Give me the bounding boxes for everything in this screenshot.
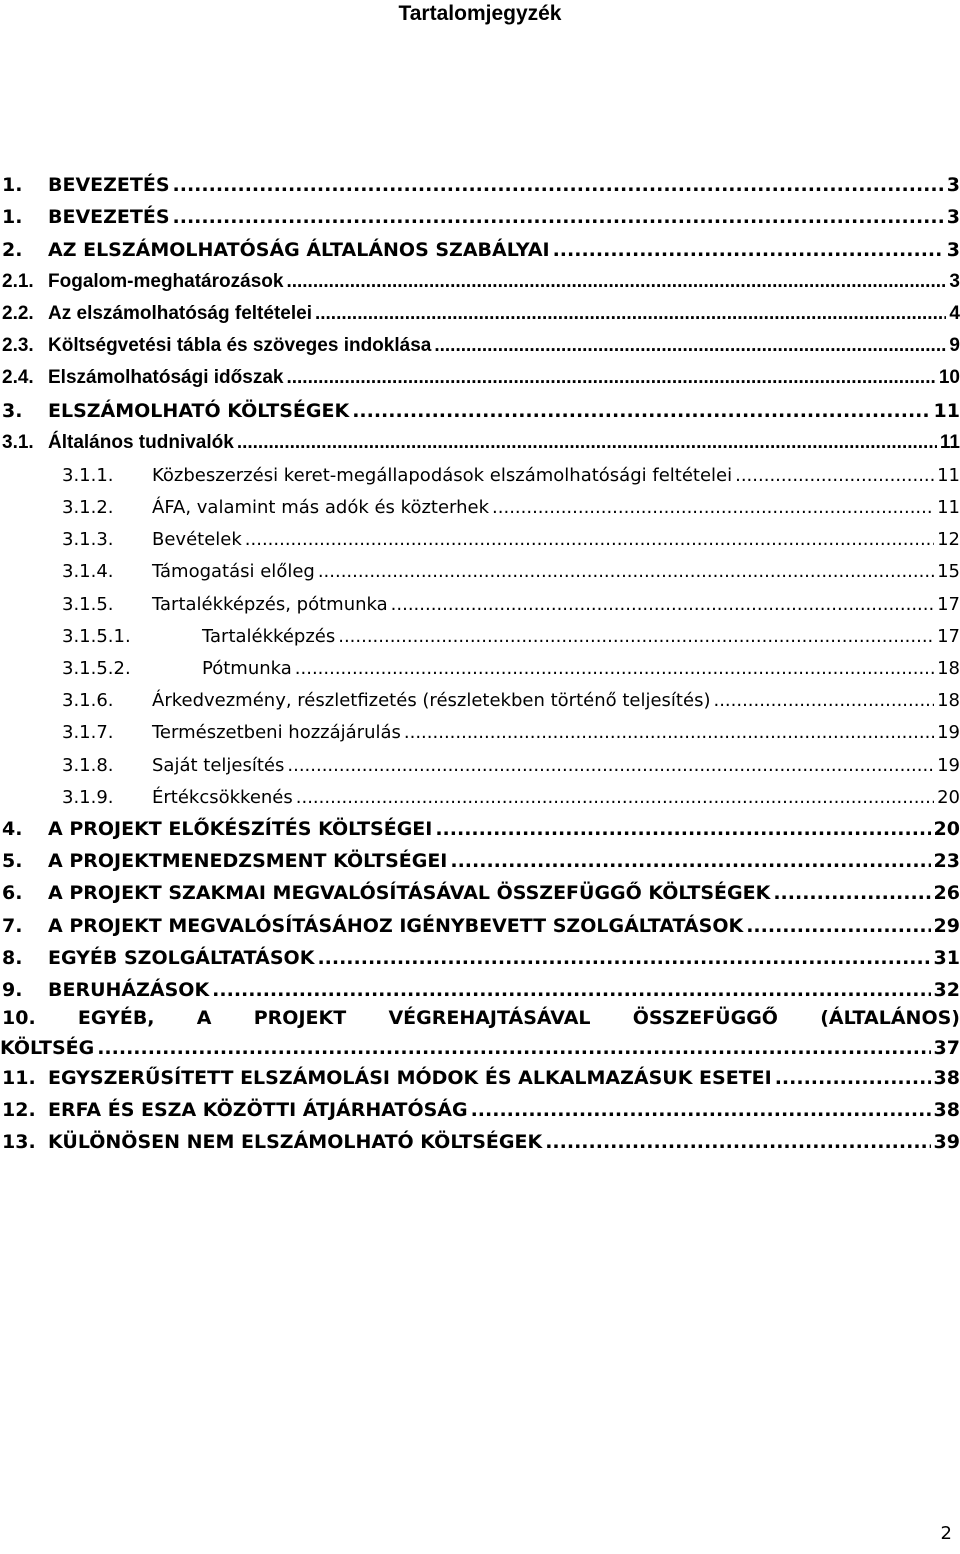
dot-leader: [545, 1131, 930, 1153]
toc-entry[interactable]: [0, 1007, 960, 1063]
toc-entry-title-word: ÖSSZEFÜGGŐ: [632, 1006, 778, 1029]
toc-entry-title: Bevételek: [152, 529, 242, 551]
dot-leader: [318, 561, 934, 582]
dot-leader: [391, 594, 934, 615]
toc-entry-number: 3.: [2, 399, 23, 422]
toc-entry-title: A PROJEKT ELŐKÉSZÍTÉS KÖLTSÉGEI: [48, 817, 433, 840]
toc-entry[interactable]: [0, 685, 960, 717]
dot-leader: [450, 850, 930, 872]
dot-leader: [296, 787, 934, 808]
toc-entry[interactable]: [0, 717, 960, 749]
toc-entry[interactable]: [0, 749, 960, 781]
toc-entry[interactable]: [0, 1127, 960, 1159]
toc-entry[interactable]: [0, 975, 960, 1007]
dot-leader: [287, 755, 934, 776]
toc-entry[interactable]: [0, 1063, 960, 1095]
toc-entry-number: 1.: [2, 206, 23, 229]
dot-leader: [746, 915, 930, 937]
toc-entry-page: 11: [933, 399, 960, 422]
toc-entry-title: A PROJEKT MEGVALÓSÍTÁSÁHOZ IGÉNYBEVETT SZOLGÁLTATÁSOK: [48, 914, 744, 937]
toc-entry-title: Értékcsökkenés: [152, 786, 293, 808]
toc-entry-page: 39: [933, 1131, 960, 1154]
toc-entry[interactable]: [0, 428, 960, 460]
toc-entry-number: 11.: [2, 1067, 36, 1090]
toc-entry-number: 3.1.3.: [62, 529, 114, 551]
toc-entry-title: Pótmunka: [202, 658, 292, 679]
toc-entry-page: 3: [949, 270, 960, 292]
toc-entry-number: 3.1.2.: [62, 497, 114, 519]
toc-entry-page: 3: [946, 206, 960, 229]
toc-entry[interactable]: [0, 299, 960, 331]
toc-entry-number: 2.: [2, 238, 23, 261]
toc-entry-number: 2.4.: [2, 367, 34, 389]
toc-entry-page: 10: [938, 367, 960, 389]
toc-entry-title-word: PROJEKT: [253, 1006, 347, 1029]
toc-entry-title: Természetbeni hozzájárulás: [152, 722, 401, 744]
toc-entry-page: 37: [933, 1036, 960, 1059]
toc-entry-number: 3.1.: [2, 431, 34, 453]
toc-entry-title: Költségvetési tábla és szöveges indoklása: [48, 335, 432, 357]
toc-entry-page: 32: [933, 978, 960, 1001]
toc-entry-number: 3.1.9.: [62, 786, 114, 808]
toc-entry-page: 3: [946, 238, 960, 261]
toc-entry-page: 38: [933, 1099, 960, 1122]
toc-entry[interactable]: [0, 395, 960, 427]
toc-entry-number: 2.1.: [2, 270, 34, 292]
toc-entry-page: 18: [937, 690, 960, 712]
toc-entry[interactable]: [0, 943, 960, 975]
dot-leader: [173, 174, 944, 196]
toc-entry-title: KÖLTSÉG: [0, 1036, 95, 1059]
toc-entry-title: BEVEZETÉS: [48, 174, 170, 197]
toc-entry-title: Tartalékképzés, pótmunka: [152, 593, 388, 615]
toc-entry-title: Saját teljesítés: [152, 754, 285, 776]
toc-entry-page: 17: [937, 593, 960, 615]
toc-entry-page: 11: [937, 464, 960, 486]
toc-entry[interactable]: [0, 331, 960, 363]
dot-leader: [286, 271, 946, 293]
page-title: Tartalomjegyzék: [398, 2, 562, 25]
toc-entry-page: 15: [937, 561, 960, 583]
toc-entry-number: 5.: [2, 850, 23, 873]
toc-entry-title: AZ ELSZÁMOLHATÓSÁG ÁLTALÁNOS SZABÁLYAI: [48, 238, 550, 261]
toc-entry-page: 18: [937, 658, 960, 679]
dot-leader: [286, 367, 935, 389]
toc-entry-number: 3.1.7.: [62, 722, 114, 744]
toc-entry-title: Az elszámolhatóság feltételei: [48, 302, 312, 324]
dot-leader: [471, 1099, 931, 1121]
toc-entry[interactable]: [0, 814, 960, 846]
toc-entry-number: 1.: [2, 174, 23, 197]
toc-entry-title-word: VÉGREHAJTÁSÁVAL: [388, 1006, 591, 1029]
toc-entry-number: 12.: [2, 1099, 36, 1122]
toc-entry-page: 4: [949, 302, 960, 324]
toc-entry-title: Támogatási előleg: [152, 561, 315, 583]
toc-entry-number: 6.: [2, 882, 23, 905]
toc-entry-number: 3.1.8.: [62, 754, 114, 776]
toc-entry-title: Elszámolhatósági időszak: [48, 367, 284, 389]
toc-entry-number: 2.2.: [2, 302, 34, 324]
toc-entry-page: 9: [949, 335, 960, 357]
toc-entry[interactable]: [0, 846, 960, 878]
toc-entry[interactable]: [0, 621, 960, 653]
toc-entry-number: 7.: [2, 914, 23, 937]
toc-entry[interactable]: [0, 556, 960, 588]
dot-leader: [173, 206, 944, 228]
dot-leader: [492, 497, 934, 518]
toc-entry-page: 11: [939, 431, 960, 453]
toc-entry-page: 19: [937, 722, 960, 744]
dot-leader: [773, 882, 930, 904]
toc-entry-title: A PROJEKTMENEDZSMENT KÖLTSÉGEI: [48, 850, 448, 873]
dot-leader: [352, 400, 930, 422]
toc-entry[interactable]: [0, 170, 960, 202]
toc-entry-title: Árkedvezmény, részletfizetés (részletekben történő teljesítés): [152, 690, 711, 712]
toc-entry-title-word: A: [196, 1006, 212, 1029]
toc-entry-title-word: (ÁLTALÁNOS): [820, 1006, 960, 1029]
toc-entry-title: ÁFA, valamint más adók és közterhek: [152, 497, 490, 519]
toc-entry-title: ELSZÁMOLHATÓ KÖLTSÉGEK: [48, 399, 350, 422]
toc-entry[interactable]: [0, 460, 960, 492]
toc-entry-page: 29: [933, 914, 960, 937]
toc-entry-page: 17: [937, 625, 960, 647]
dot-leader: [317, 947, 930, 969]
toc-entry-title: Általános tudnivalók: [48, 431, 234, 453]
toc-entry-page: 12: [937, 529, 960, 551]
dot-leader: [245, 529, 934, 550]
toc-entry[interactable]: [0, 910, 960, 942]
toc-entry[interactable]: [0, 267, 960, 299]
toc-entry[interactable]: [0, 653, 960, 685]
toc-entry[interactable]: [0, 782, 960, 814]
dot-leader: [315, 303, 946, 325]
dot-leader: [295, 658, 934, 679]
toc-entry-number: 3.1.5.: [62, 593, 114, 615]
toc-entry-number: 10.: [2, 1006, 36, 1029]
dot-leader: [435, 818, 930, 840]
toc-entry-title: ERFA ÉS ESZA KÖZÖTTI ÁTJÁRHATÓSÁG: [48, 1099, 468, 1122]
dot-leader: [434, 335, 946, 357]
toc-entry-title: EGYSZERŰSÍTETT ELSZÁMOLÁSI MÓDOK ÉS ALKALMAZÁSUK ESETEI: [48, 1067, 772, 1090]
toc-entry-page: 38: [933, 1067, 960, 1090]
toc-entry-title: EGYÉB SZOLGÁLTATÁSOK: [48, 946, 315, 969]
dot-leader: [775, 1067, 931, 1089]
page-number: 2: [940, 1523, 952, 1544]
toc-entry[interactable]: [0, 878, 960, 910]
toc-entry-number: 8.: [2, 946, 23, 969]
dot-leader: [237, 432, 937, 454]
toc-entry-title: KÜLÖNÖSEN NEM ELSZÁMOLHATÓ KÖLTSÉGEK: [48, 1131, 543, 1154]
toc-entry[interactable]: [0, 202, 960, 234]
toc-entry-page: 26: [933, 882, 960, 905]
toc-entry-page: 31: [933, 946, 960, 969]
dot-leader: [713, 690, 934, 711]
dot-leader: [404, 722, 934, 743]
toc-entry-title: Tartalékképzés: [202, 625, 336, 647]
toc-entry-number: 3.1.6.: [62, 690, 114, 712]
toc-entry[interactable]: [0, 588, 960, 620]
toc-entry-number: 3.1.1.: [62, 464, 114, 486]
toc-entry-number: 4.: [2, 817, 23, 840]
toc-entry-title-word: EGYÉB,: [77, 1006, 155, 1029]
toc-entry-number: 13.: [2, 1131, 36, 1154]
toc-entry[interactable]: [0, 234, 960, 266]
toc-entry-title: BEVEZETÉS: [48, 206, 170, 229]
toc-entry-page: 19: [937, 754, 960, 776]
table-of-contents: [0, 170, 960, 1159]
toc-entry-page: 23: [933, 850, 960, 873]
toc-entry-title: Fogalom-meghatározások: [48, 270, 284, 292]
toc-entry-page: 20: [933, 817, 960, 840]
toc-entry-page: 20: [937, 786, 960, 808]
toc-entry-number: 3.1.4.: [62, 561, 114, 583]
toc-entry-title: A PROJEKT SZAKMAI MEGVALÓSÍTÁSÁVAL ÖSSZEFÜGGŐ KÖLTSÉGEK: [48, 882, 771, 905]
dot-leader: [553, 239, 944, 261]
dot-leader: [338, 626, 934, 647]
dot-leader: [97, 1037, 930, 1059]
toc-entry-number: 9.: [2, 978, 23, 1001]
dot-leader: [735, 465, 934, 486]
toc-entry-page: 11: [937, 497, 960, 519]
toc-entry[interactable]: [0, 363, 960, 395]
toc-entry-page: 3: [946, 174, 960, 197]
toc-entry-number: 3.1.5.1.: [62, 625, 131, 647]
toc-entry-number: 3.1.5.2.: [62, 658, 131, 679]
toc-entry-number: 2.3.: [2, 335, 34, 357]
toc-entry-title: BERUHÁZÁSOK: [48, 978, 210, 1001]
toc-entry[interactable]: [0, 492, 960, 524]
toc-entry[interactable]: [0, 524, 960, 556]
dot-leader: [212, 979, 930, 1001]
toc-entry-title: Közbeszerzési keret-megállapodások elszámolhatósági feltételei: [152, 464, 733, 486]
toc-entry[interactable]: [0, 1095, 960, 1127]
